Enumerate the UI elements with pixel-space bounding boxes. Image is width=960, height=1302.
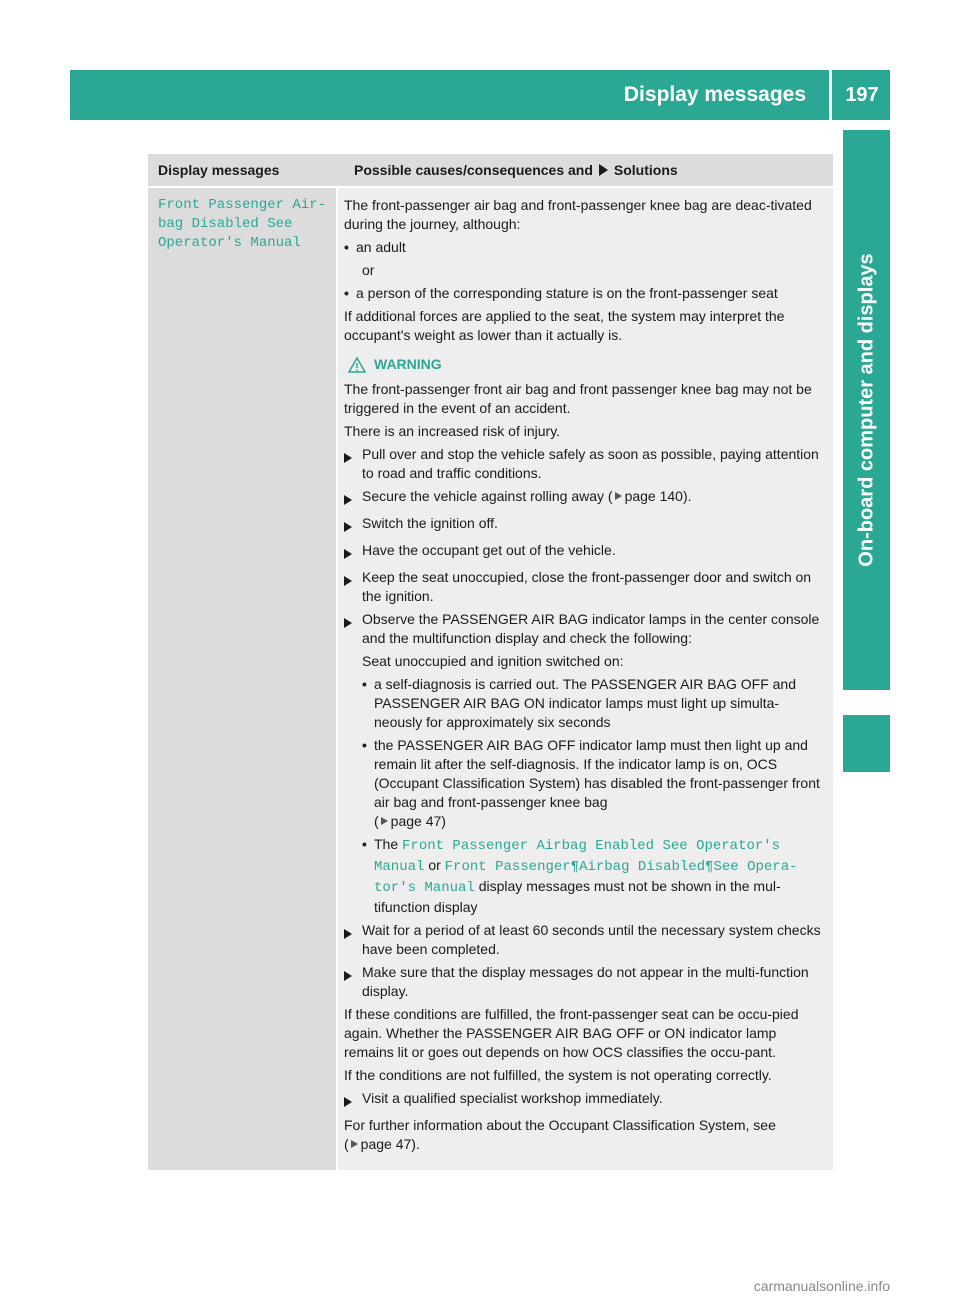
step-item bbox=[344, 568, 825, 606]
page-number: 197 bbox=[845, 84, 879, 106]
step-text: Wait for a period of at least 60 seconds until the necessary system checks have been completed. bbox=[362, 922, 821, 957]
bullet-text-part: display messages must not be shown in the mul-tifunction display bbox=[374, 878, 781, 915]
step-item bbox=[344, 1089, 825, 1112]
header-divider bbox=[829, 70, 832, 120]
bullet-text-part: or bbox=[428, 857, 441, 873]
paragraph-forces: If additional forces are applied to the seat, the system may interpret the occupant's weight as lower than it actually is. bbox=[344, 308, 785, 343]
bullet-icon: • bbox=[362, 737, 367, 753]
play-arrow-icon bbox=[599, 164, 608, 176]
step-item bbox=[344, 610, 825, 648]
col-header-causes-text: Possible causes/consequences and bbox=[354, 162, 593, 178]
bullet-icon: • bbox=[362, 836, 367, 852]
step-text-part: ). bbox=[682, 488, 692, 504]
bullet-icon: • bbox=[344, 239, 349, 255]
step-arrow-icon bbox=[344, 610, 362, 648]
step-text-part: Secure the vehicle against rolling away ( bbox=[362, 488, 613, 504]
or-text: or bbox=[362, 262, 375, 278]
seat-unoccupied-text: Seat unoccupied and ignition switched on: bbox=[362, 653, 624, 669]
paragraph-not-fulfilled: If the conditions are not fulfilled, the system is not operating correctly. bbox=[344, 1067, 772, 1083]
display-messages-table bbox=[148, 154, 833, 1170]
warning-label: WARNING bbox=[374, 356, 442, 372]
table-row bbox=[148, 188, 833, 1170]
bullet-icon: • bbox=[344, 285, 349, 301]
page-title: Display messages bbox=[623, 83, 806, 106]
paragraph-fulfilled: If these conditions are fulfilled, the front-passenger seat can be occu-pied again. Whether the PASSENGER AIR BAG OFF or ON indicator lamp remains lit or goes out depends on how OCS classifies the occu-pant. bbox=[344, 1006, 799, 1060]
paragraph-text-part: ). bbox=[411, 1136, 420, 1152]
display-message-text: Front Passenger Air‐ bag Disabled See Operator's Manual bbox=[158, 197, 327, 251]
causes-solutions-cell bbox=[338, 188, 833, 1170]
page-ref-icon bbox=[351, 1140, 358, 1148]
step-item bbox=[344, 921, 825, 959]
step-text: Pull over and stop the vehicle safely as soon as possible, paying attention to road and traffic conditions. bbox=[362, 446, 819, 481]
step-arrow-icon bbox=[344, 1089, 362, 1112]
list-item bbox=[362, 675, 825, 732]
page-reference[interactable]: page 140 bbox=[624, 488, 683, 504]
bullet-text: the PASSENGER AIR BAG OFF indicator lamp must then light up and remain lit after the self-diagnosis. If the indicator lamp is on, OCS (Occupant Classification System) has disabled the front-passenger front air bag and front-passenger knee bag ( page 47) bbox=[374, 737, 820, 829]
bullet-text-part: The bbox=[374, 836, 399, 852]
warning-text-2: There is an increased risk of injury. bbox=[344, 423, 561, 439]
list-item bbox=[344, 238, 825, 257]
step-text: Make sure that the display messages do not appear in the multi-function display. bbox=[362, 964, 809, 999]
bullet-text bbox=[374, 835, 825, 917]
list-item bbox=[362, 736, 825, 831]
step-text: Observe the PASSENGER AIR BAG indicator lamps in the center console and the multifunction display and check the following: bbox=[362, 611, 820, 646]
step-item bbox=[344, 514, 825, 537]
bullet-icon: • bbox=[362, 676, 367, 692]
page-ref-icon bbox=[381, 817, 388, 825]
step-text: Keep the seat unoccupied, close the front-passenger door and switch on the ignition. bbox=[362, 569, 812, 604]
warning-triangle-icon bbox=[348, 357, 366, 373]
watermark: carmanualsonline.info bbox=[753, 1278, 890, 1294]
display-message-inline: Front Passenger Airbag Enabled See Operator's Manual bbox=[374, 838, 781, 875]
display-message-inline: Front Passenger¶Airbag Disabled¶See Opera-tor's Manual bbox=[374, 859, 798, 896]
step-text: Visit a qualified specialist workshop immediately. bbox=[362, 1090, 663, 1106]
step-item bbox=[344, 445, 825, 483]
step-arrow-icon bbox=[344, 541, 362, 564]
page-ref-icon bbox=[615, 492, 622, 500]
intro-text: The front-passenger air bag and front-passenger knee bag are deac-tivated during the journey, although: bbox=[344, 197, 812, 232]
step-text: Switch the ignition off. bbox=[362, 515, 498, 531]
warning-heading bbox=[348, 355, 825, 374]
step-text bbox=[362, 487, 692, 510]
col-header-display-messages: Display messages bbox=[158, 162, 280, 178]
bullet-text: an adult bbox=[356, 239, 406, 255]
list-item bbox=[362, 835, 825, 917]
step-arrow-icon bbox=[344, 514, 362, 537]
step-arrow-icon bbox=[344, 568, 362, 606]
side-chapter-label: On-board computer and displays bbox=[855, 253, 877, 567]
step-text: Have the occupant get out of the vehicle. bbox=[362, 542, 616, 558]
step-arrow-icon bbox=[344, 963, 362, 1001]
step-item bbox=[344, 963, 825, 1001]
paragraph-text-part: For further information about the Occupant Classification System, see bbox=[344, 1117, 776, 1133]
page-reference[interactable]: page 47 bbox=[390, 813, 442, 829]
page-header bbox=[70, 70, 890, 120]
page-reference[interactable]: page 47 bbox=[360, 1136, 412, 1152]
bullet-text: a self-diagnosis is carried out. The PASSENGER AIR BAG OFF and PASSENGER AIR BAG ON indicator lamps must light up simulta-neously for approximately six seconds bbox=[374, 676, 796, 730]
warning-text-1: The front-passenger front air bag and front passenger knee bag may not be triggered in the event of an accident. bbox=[344, 381, 812, 416]
step-item bbox=[344, 541, 825, 564]
col-header-solutions-text: Solutions bbox=[613, 162, 678, 178]
list-item bbox=[344, 284, 825, 303]
paragraph-further-info: For further information about the Occupant Classification System, see ( page 47). bbox=[344, 1117, 776, 1152]
step-item bbox=[344, 487, 825, 510]
side-chapter-tab bbox=[843, 130, 890, 690]
table-header-row bbox=[148, 154, 833, 186]
side-chapter-marker bbox=[843, 715, 890, 772]
display-message-cell bbox=[148, 188, 336, 1170]
bullet-text-part: the PASSENGER AIR BAG OFF indicator lamp must then light up and remain lit after the self-diagnosis. If the indicator lamp is on, OCS (Occupant Classification System) has disabled the front-passenger front air bag and front-passenger knee bag bbox=[374, 737, 820, 810]
bullet-text: a person of the corresponding stature is on the front-passenger seat bbox=[356, 285, 778, 301]
step-arrow-icon bbox=[344, 487, 362, 510]
step-arrow-icon bbox=[344, 445, 362, 483]
step-arrow-icon bbox=[344, 921, 362, 959]
col-header-causes-solutions bbox=[346, 154, 833, 186]
